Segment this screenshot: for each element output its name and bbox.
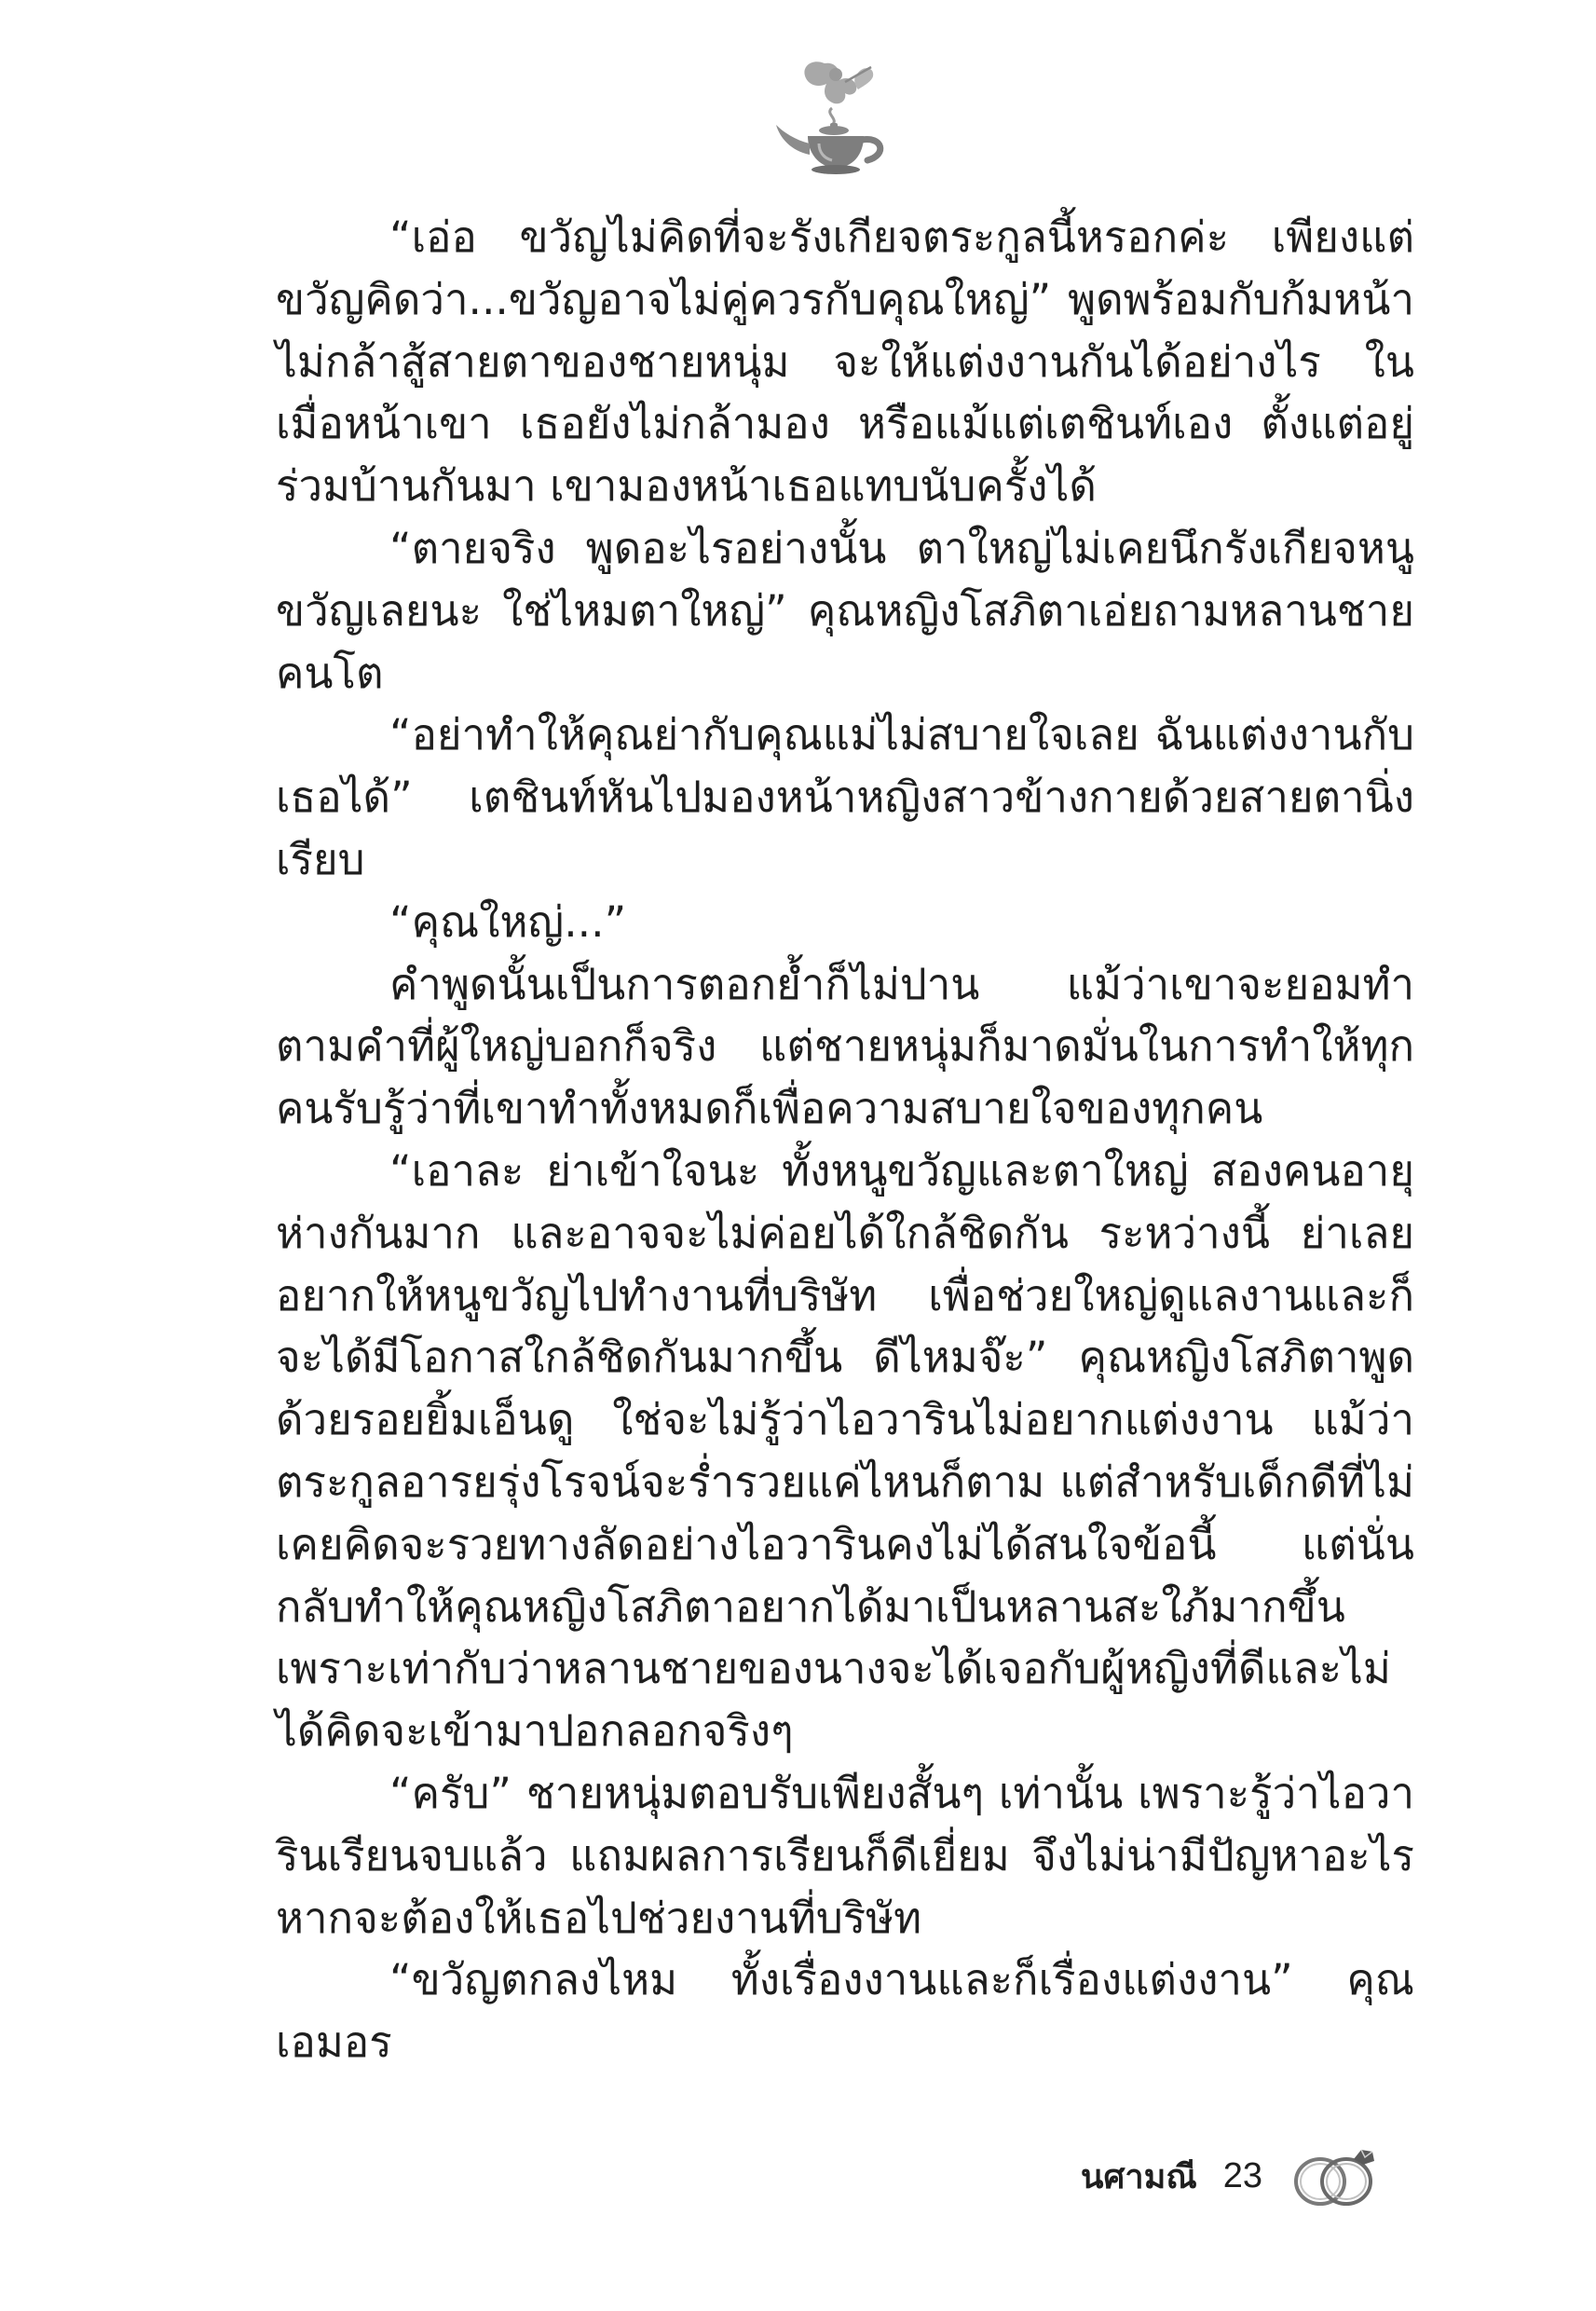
paragraph: คำพูดนั้นเป็นการตอกย้ำก็ไม่ปาน แม้ว่าเขาจะยอมทำตามคำที่ผู้ใหญ่บอกก็จริง แต่ชายหนุ่มก็มาดมั่นในการทำให้ทุกคนรับรู้ว่าที่เขาทำทั้งหมดก็เพื่อความสบายใจของทุกคน: [276, 959, 1414, 1134]
paragraph: “เอาละ ย่าเข้าใจนะ ทั้งหนูขวัญและตาใหญ่ สองคนอายุห่างกันมาก และอาจจะไม่ค่อยได้ใกล้ชิดกัน ระหว่างนี้ ย่าเลยอยากให้หนูขวัญไปทำงานที่บริษัท เพื่อช่วยใหญ่ดูแลงานและก็จะได้มีโอกาสใกล้ชิดกันมากขึ้น ดีไหมจ๊ะ” คุณหญิงโสภิตาพูดด้วยรอยยิ้มเอ็นดู ใช่จะไม่รู้ว่าไอวารินไม่อยากแต่งงาน แม้ว่าตระกูลอารยรุ่งโรจน์จะร่ำรวยแค่ไหนก็ตาม แต่สำหรับเด็กดีที่ไม่เคยคิดจะรวยทางลัดอย่างไอวารินคงไม่ได้สนใจข้อนี้ แต่นั่นกลับทำให้คุณหญิงโสภิตาอยากได้มาเป็นหลานสะใภ้มากขึ้น เพราะเท่ากับว่าหลานชายของนางจะได้เจอกับผู้หญิงที่ดีและไม่ได้คิดจะเข้ามาปอกลอกจริงๆ: [276, 1145, 1414, 1757]
page-footer: [1081, 2134, 1382, 2218]
wedding-rings-icon: [1289, 2139, 1382, 2213]
paragraph: “ตายจริง พูดอะไรอย่างนั้น ตาใหญ่ไม่เคยนึกรังเกียจหนูขวัญเลยนะ ใช่ไหมตาใหญ่” คุณหญิงโสภิตาเอ่ยถามหลานชายคนโต: [276, 523, 1414, 698]
paragraph: “เอ่อ ขวัญไม่คิดที่จะรังเกียจตระกูลนี้หรอกค่ะ เพียงแต่ขวัญคิดว่า...ขวัญอาจไม่คู่ควรกับคุณใหญ่” พูดพร้อมกับก้มหน้าไม่กล้าสู้สายตาของชายหนุ่ม จะให้แต่งงานกันได้อย่างไร ในเมื่อหน้าเขา เธอยังไม่กล้ามอง หรือแม้แต่เตชินท์เอง ตั้งแต่อยู่ร่วมบ้านกันมา เขามองหน้าเธอแทบนับครั้งได้: [276, 212, 1414, 512]
paragraph: “ขวัญตกลงไหม ทั้งเรื่องงานและก็เรื่องแต่งงาน” คุณเอมอร: [276, 1955, 1414, 2068]
cupid-teapot-ornament-icon: [767, 54, 907, 185]
paragraph: “ครับ” ชายหนุ่มตอบรับเพียงสั้นๆ เท่านั้น เพราะรู้ว่าไอวารินเรียนจบแล้ว แถมผลการเรียนก็ดีเยี่ยม จึงไม่น่ามีปัญหาอะไรหากจะต้องให้เธอไปช่วยงานที่บริษัท: [276, 1768, 1414, 1943]
book-title: นศามณี: [1080, 2157, 1197, 2196]
paragraph: “อย่าทำให้คุณย่ากับคุณแม่ไม่สบายใจเลย ฉันแต่งงานกับเธอได้” เตชินท์หันไปมองหน้าหญิงสาวข้างกายด้วยสายตานิ่งเรียบ: [276, 710, 1414, 884]
page-number: 23: [1222, 2155, 1262, 2195]
story-text: [276, 207, 1414, 2074]
paragraph: “คุณใหญ่...”: [389, 896, 627, 947]
